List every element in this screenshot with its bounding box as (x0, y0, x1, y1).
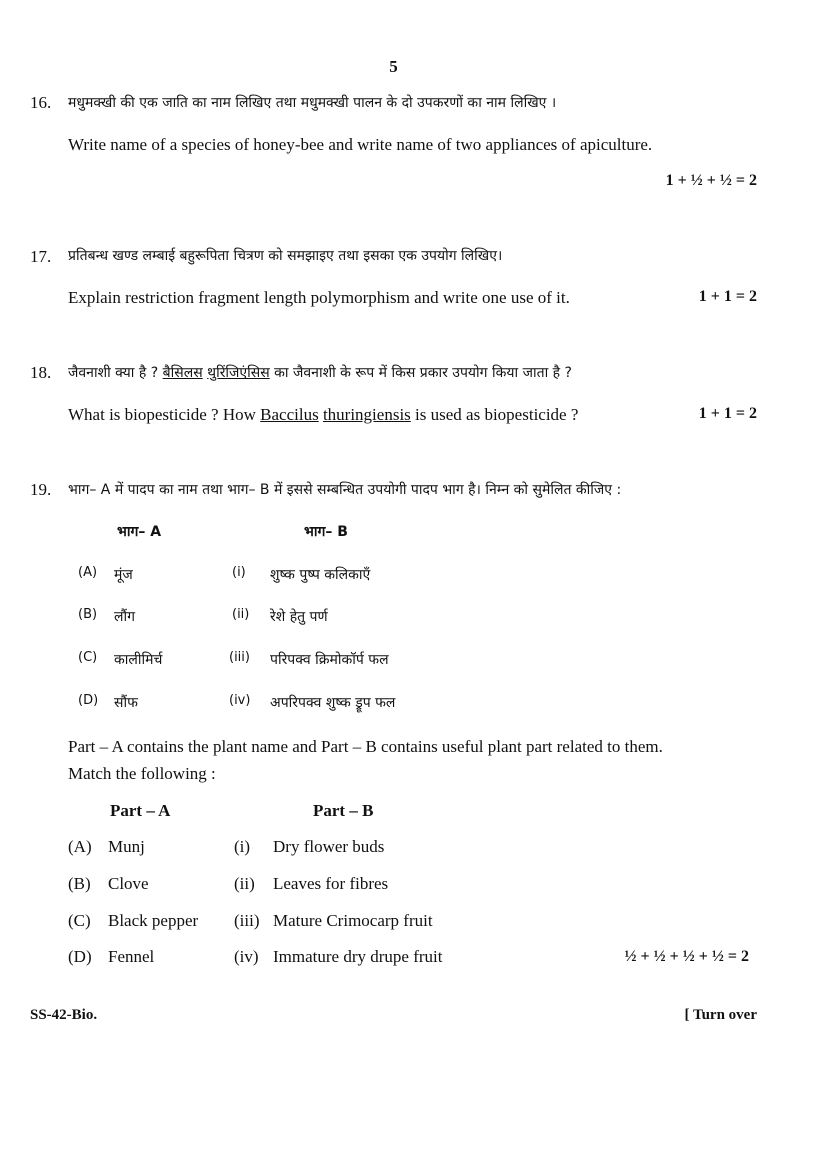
question-18-hindi: जैवनाशी क्या है ? बैसिलस थुरिंजिएंसिस का जैवनाशी के रूप में किस प्रकार उपयोग किया जाता है ? (68, 365, 572, 381)
question-16-english: Write name of a species of honey-bee and write name of two appliances of apiculture. (68, 135, 653, 154)
row-item-b: Leaves for fibres (273, 874, 389, 893)
question-18-number: 18. (30, 363, 52, 382)
question-19-hindi: भाग– A में पादप का नाम तथा भाग– B में इससे सम्बन्धित उपयोगी पादप भाग है। निम्न को सुमेलित कीजिए : (68, 482, 622, 498)
row-item-a: कालीमिर्च (114, 652, 163, 668)
row-item-b: Immature dry drupe fruit (273, 947, 443, 966)
question-18-english: What is biopesticide ? How Baccilus thuringiensis is used as biopesticide ? (68, 405, 579, 424)
row-label-b: (iv) (229, 693, 251, 708)
row-label-b: (ii) (232, 607, 250, 622)
row-item-b: Mature Crimocarp fruit (273, 911, 433, 930)
row-label-a: (B) (78, 607, 98, 622)
row-label-a: (C) (68, 911, 91, 930)
row-item-a: लौंग (114, 609, 135, 625)
question-17-marks: 1 + 1 = 2 (698, 288, 757, 305)
row-label-b: (i) (234, 837, 251, 856)
row-item-a: Black pepper (108, 911, 199, 930)
row-item-b: रेशे हेतु पर्ण (270, 609, 328, 625)
paper-code: SS-42-Bio. (30, 1007, 98, 1023)
row-label-a: (C) (78, 650, 98, 665)
row-label-a: (D) (78, 693, 99, 708)
question-16-hindi: मधुमक्खी की एक जाति का नाम लिखिए तथा मधुमक्खी पालन के दो उपकरणों का नाम लिखिए । (68, 95, 557, 111)
row-item-a: मूंज (114, 567, 133, 583)
question-19-english-line-2: Match the following : (68, 764, 216, 783)
question-19-marks: ½ + ½ + ½ + ½ = 2 (624, 948, 749, 965)
question-16-number: 16. (30, 93, 52, 112)
question-16-marks: 1 + ½ + ½ = 2 (665, 172, 757, 189)
row-label-b: (ii) (234, 874, 255, 893)
row-item-a: Clove (108, 874, 149, 893)
row-label-a: (A) (68, 837, 92, 856)
row-label-b: (iv) (234, 947, 259, 966)
english-heading-part-b: Part – B (313, 801, 374, 820)
row-label-a: (B) (68, 874, 91, 893)
row-item-b: परिपक्व क्रिमोकॉर्प फल (270, 652, 389, 668)
question-19-english-line-1: Part – A contains the plant name and Part – B contains useful plant part related to them. (68, 737, 663, 756)
row-item-b: Dry flower buds (273, 837, 385, 856)
question-18-marks: 1 + 1 = 2 (698, 405, 757, 422)
question-17-hindi: प्रतिबन्ध खण्ड लम्बाई बहुरूपिता चित्रण को समझाइए तथा इसका एक उपयोग लिखिए। (68, 248, 503, 264)
row-label-b: (iii) (234, 911, 260, 930)
page-number: 5 (389, 57, 398, 76)
row-item-a: सौंफ (114, 695, 138, 711)
turn-over-note: [ Turn over (684, 1007, 757, 1023)
question-17-number: 17. (30, 247, 52, 266)
question-17-english: Explain restriction fragment length polymorphism and write one use of it. (68, 288, 570, 307)
question-19-number: 19. (30, 480, 52, 499)
row-item-b: शुष्क पुष्प कलिकाएँ (270, 567, 371, 583)
english-heading-part-a: Part – A (110, 801, 171, 820)
row-item-b: अपरिपक्व शुष्क ड्रूप फल (270, 695, 396, 711)
row-item-a: Munj (108, 837, 145, 856)
row-label-a: (D) (68, 947, 92, 966)
row-label-b: (iii) (229, 650, 250, 665)
hindi-heading-part-a: भाग– A (117, 524, 162, 540)
hindi-heading-part-b: भाग– B (304, 524, 348, 540)
row-item-a: Fennel (108, 947, 155, 966)
row-label-a: (A) (78, 565, 98, 580)
row-label-b: (i) (232, 565, 246, 580)
